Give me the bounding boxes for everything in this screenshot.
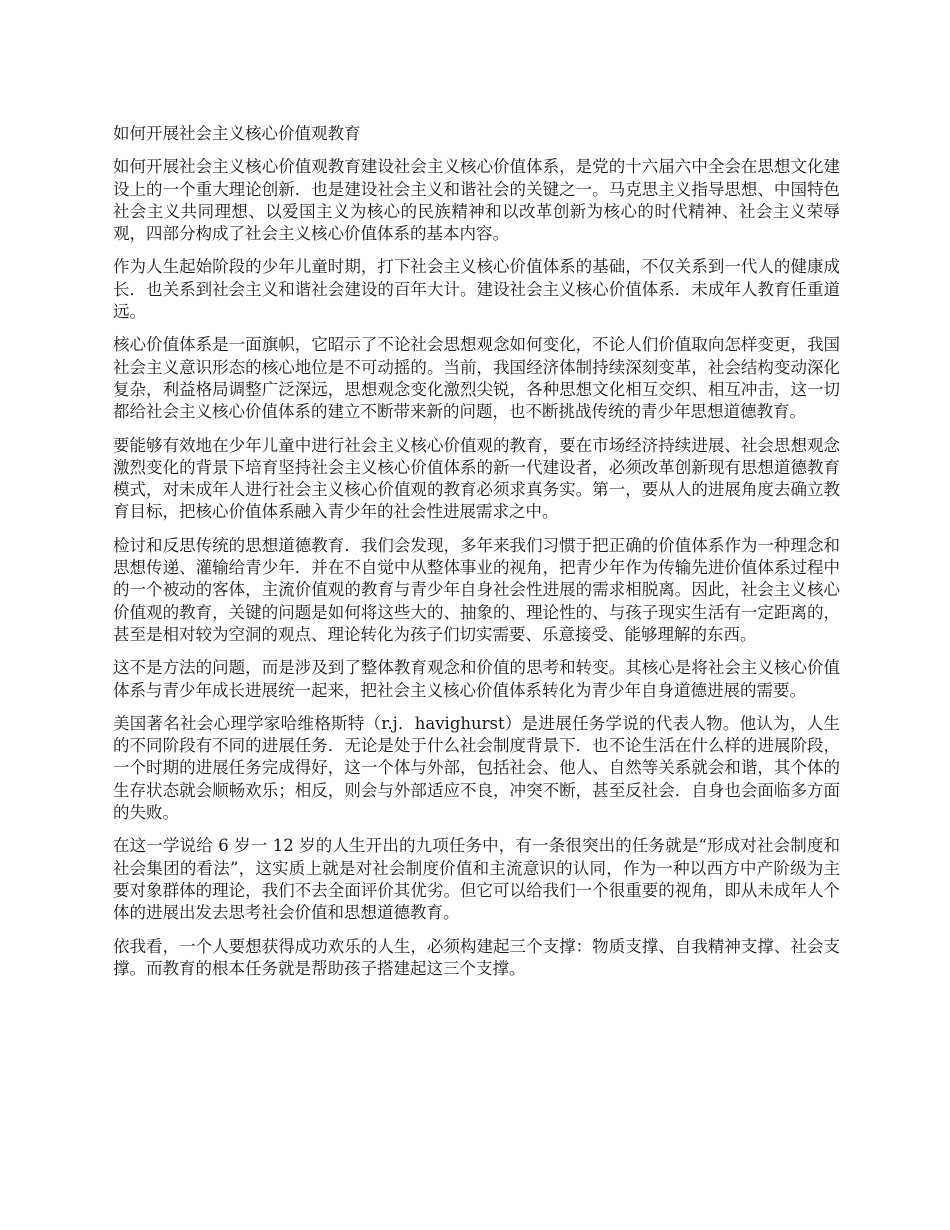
paragraph: 依我看，一个人要想获得成功欢乐的人生，必须构建起三个支撑：物质支撑、自我精神支撑、社会支撑。而教育的根本任务就是帮助孩子搭建起这三个支撑。 [113, 936, 840, 978]
paragraph: 核心价值体系是一面旗帜，它昭示了不论社会思想观念如何变化，不论人们价值取向怎样变更，我国社会主义意识形态的核心地位是不可动摇的。当前，我国经济体制持续深刻变革，社会结构变动深化复杂，利益格局调整广泛深远，思想观念变化激烈尖锐，各种思想文化相互交织、相互冲击，这一切都给社会主义核心价值体系的建立不断带来新的问题，也不断挑战传统的青少年思想道德教育。 [113, 335, 840, 422]
paragraph: 如何开展社会主义核心价值观教育建设社会主义核心价值体系，是党的十六届六中全会在思想文化建设上的一个重大理论创新．也是建设社会主义和谐社会的关键之一。马克思主义指导思想、中国特色社会主义共同理想、以爱国主义为核心的民族精神和以改革创新为核心的时代精神、社会主义荣辱观，四部分构成了社会主义核心价值体系的基本内容。 [113, 157, 840, 244]
document-body [113, 123, 840, 991]
paragraph: 在这一学说给 6 岁一 12 岁的人生开出的九项任务中，有一条很突出的任务就是“形成对社会制度和社会集团的看法”，这实质上就是对社会制度价值和主流意识的认同，作为一种以西方中产阶级为主要对象群体的理论，我们不去全面评价其优劣。但它可以给我们一个很重要的视角，即从未成年人个体的进展出发去思考社会价值和思想道德教育。 [113, 836, 840, 923]
document-title: 如何开展社会主义核心价值观教育 [113, 124, 361, 143]
paragraph: 要能够有效地在少年儿童中进行社会主义核心价值观的教育，要在市场经济持续进展、社会思想观念激烈变化的背景下培育坚持社会主义核心价值体系的新一代建设者，必须改革创新现有思想道德教育模式，对未成年人进行社会主义核心价值观的教育必须求真务实。第一，要从人的进展角度去确立教育目标，把核心价值体系融入青少年的社会性进展需求之中。 [113, 435, 840, 522]
paragraph: 检讨和反思传统的思想道德教育．我们会发现，多年来我们习惯于把正确的价值体系作为一种理念和思想传递、灌输给青少年．并在不自觉中从整体事业的视角，把青少年作为传输先进价值体系过程中的一个被动的客体，主流价值观的教育与青少年自身社会性进展的需求相脱离。因此，社会主义核心价值观的教育，关键的问题是如何将这些大的、抽象的、理论性的、与孩子现实生活有一定距离的，甚至是相对较为空洞的观点、理论转化为孩子们切实需要、乐意接受、能够理解的东西。 [113, 535, 840, 644]
paragraph: 这不是方法的问题，而是涉及到了整体教育观念和价值的思考和转变。其核心是将社会主义核心价值体系与青少年成长进展统一起来，把社会主义核心价值体系转化为青少年自身道德进展的需要。 [113, 658, 840, 700]
paragraph: 作为人生起始阶段的少年儿童时期，打下社会主义核心价值体系的基础，不仅关系到一代人的健康成长．也关系到社会主义和谐社会建设的百年大计。建设社会主义核心价值体系．未成年人教育任重道远。 [113, 257, 840, 322]
paragraph: 美国著名社会心理学家哈维格斯特（r.j．havighurst）是进展任务学说的代表人物。他认为，人生的不同阶段有不同的进展任务．无论是处于什么社会制度背景下．也不论生活在什么样的进展阶段，一个时期的进展任务完成得好，这一个体与外部，包括社会、他人、自然等关系就会和谐，其个体的生存状态就会顺畅欢乐；相反，则会与外部适应不良，冲突不断，甚至反社会．自身也会面临多方面的失败。 [113, 713, 840, 823]
